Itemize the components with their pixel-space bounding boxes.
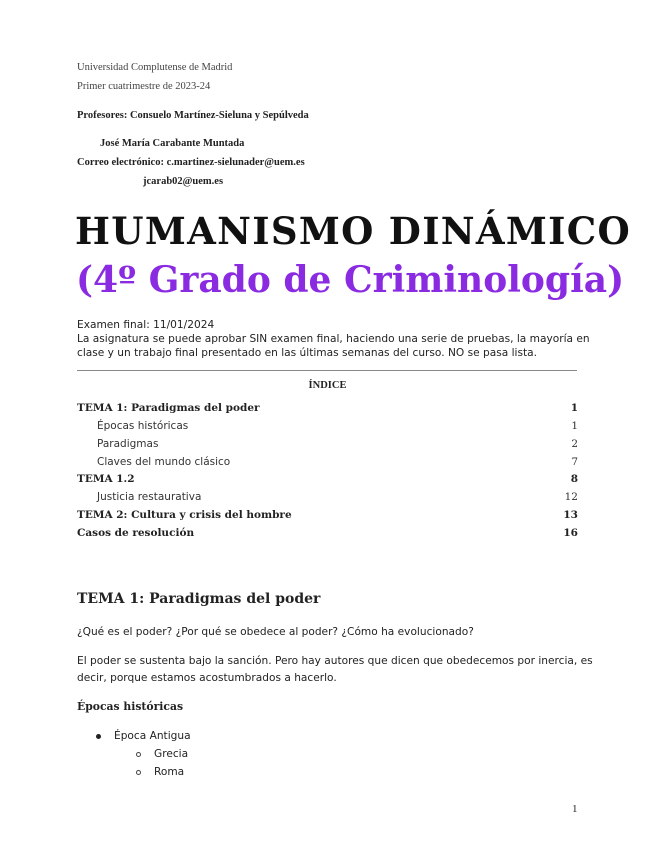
email-second: jcarab02@uem.es	[143, 176, 224, 187]
subsection-heading: Épocas históricas	[77, 700, 184, 713]
toc-page: 12	[564, 490, 578, 503]
toc-label: TEMA 1: Paradigmas del poder	[77, 401, 260, 414]
section-question: ¿Qué es el poder? ¿Por qué se obedece al poder? ¿Cómo ha evolucionado?	[77, 626, 474, 638]
bullet-icon	[96, 734, 101, 739]
paragraph-line-2: decir, porque estamos acostumbrados a hacerlo.	[77, 672, 337, 684]
term-text: Primer cuatrimestre de 2023-24	[77, 81, 211, 92]
exam-date: Examen final: 11/01/2024	[77, 319, 215, 331]
toc-label: Casos de resolución	[77, 526, 195, 539]
list-item	[136, 766, 184, 778]
professors-line: Profesores: Consuelo Martínez-Sieluna y Sepúlveda	[77, 110, 309, 121]
description-line-1: La asignatura se puede aprobar SIN examen final, haciendo una serie de pruebas, la mayoría en	[77, 333, 590, 345]
toc-label: Épocas históricas	[97, 419, 189, 432]
toc-page: 2	[571, 437, 578, 450]
toc-entry[interactable]	[77, 453, 578, 470]
divider	[77, 370, 577, 371]
toc-entry[interactable]	[77, 506, 578, 523]
toc-entry[interactable]	[77, 470, 578, 487]
page-number: 1	[572, 803, 578, 815]
toc-page: 7	[571, 455, 578, 468]
toc-entry[interactable]	[77, 524, 578, 541]
toc-label: Paradigmas	[97, 437, 159, 450]
toc-entry[interactable]	[77, 399, 578, 416]
toc-label: Justicia restaurativa	[97, 490, 202, 503]
email-line: Correo electrónico: c.martinez-sielunader@uem.es	[77, 157, 305, 168]
toc-entry[interactable]	[77, 417, 578, 434]
description-line-2: clase y un trabajo final presentado en las últimas semanas del curso. NO se pasa lista.	[77, 347, 537, 359]
toc-page: 16	[563, 526, 578, 539]
list-item	[96, 730, 191, 742]
section-heading: TEMA 1: Paradigmas del poder	[77, 591, 321, 607]
toc-page: 1	[570, 401, 578, 414]
toc-page: 13	[563, 508, 578, 521]
toc-page: 1	[571, 419, 578, 432]
list-item-label: Roma	[154, 766, 185, 778]
paragraph-line-1: El poder se sustenta bajo la sanción. Pero hay autores que dicen que obedecemos por inercia, es	[77, 655, 593, 667]
toc-page: 8	[570, 472, 578, 485]
list-item	[136, 748, 188, 760]
toc-entry[interactable]	[77, 435, 578, 452]
list-item-label: Época Antigua	[114, 730, 191, 742]
university-name: Universidad Complutense de Madrid	[77, 62, 233, 73]
document-title: HUMANISMO DINÁMICO	[75, 209, 632, 253]
toc-entry[interactable]	[77, 488, 578, 505]
toc-label: TEMA 1.2	[77, 472, 135, 485]
toc-label: TEMA 2: Cultura y crisis del hombre	[77, 508, 292, 521]
index-title: ÍNDICE	[308, 380, 347, 391]
toc-label: Claves del mundo clásico	[97, 455, 231, 468]
circle-bullet-icon	[136, 770, 141, 775]
list-item-label: Grecia	[154, 748, 189, 760]
professor-second: José María Carabante Muntada	[100, 138, 245, 149]
document-subtitle: (4º Grado de Criminología)	[76, 259, 625, 301]
circle-bullet-icon	[136, 752, 141, 757]
